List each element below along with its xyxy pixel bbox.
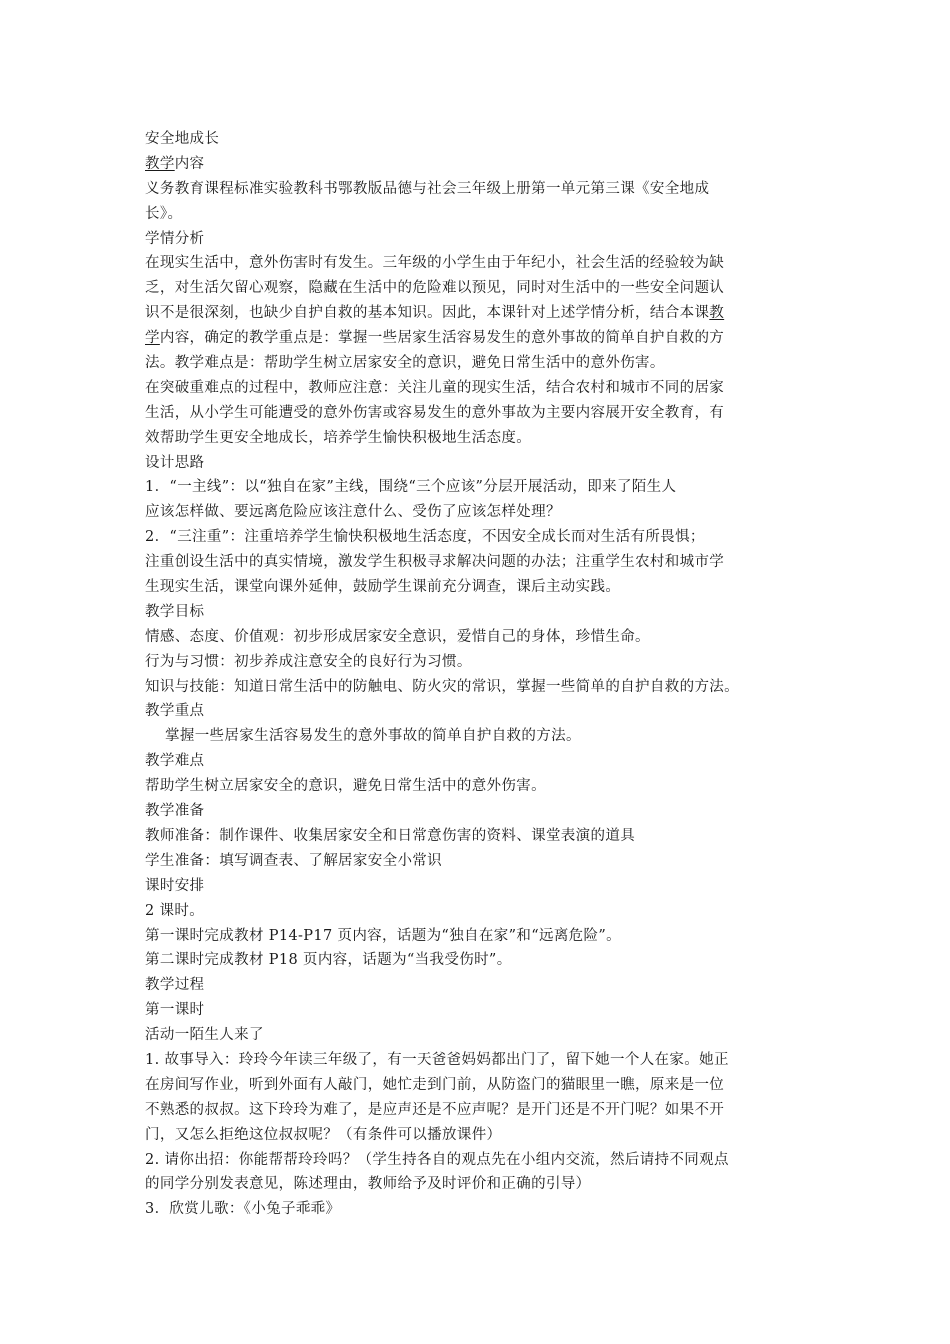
paragraph-line: 3．欣赏儿歌：《小兔子乖乖》 — [145, 1201, 341, 1218]
teaching-link[interactable]: 学 — [145, 330, 160, 347]
paragraph-line: 在突破重难点的过程中，教师应注意：关注儿童的现实生活，结合农村和城市不同的居家 — [145, 379, 725, 396]
teaching-link[interactable]: 教学 — [145, 155, 175, 172]
section-heading: 学情分析 — [145, 230, 205, 247]
paragraph-line: 乏，对生活欠留心观察，隐藏在生活中的危险难以预见，同时对生活中的一些安全问题认 — [145, 280, 725, 297]
paragraph-line: 长》。 — [145, 205, 183, 222]
paragraph-line: 1．“一主线”：以“独自在家”主线，围绕“三个应该”分层开展活动，即来了陌生人 — [145, 479, 677, 496]
section-heading: 教学过程 — [145, 977, 205, 994]
section-heading: 设计思路 — [145, 454, 205, 471]
paragraph-line: 第二课时完成教材 P18 页内容，话题为“当我受伤时”。 — [145, 952, 512, 969]
section-heading: 第一课时 — [145, 1002, 205, 1019]
heading-teaching-content — [145, 152, 815, 177]
paragraph-line: 法。教学难点是：帮助学生树立居家安全的意识，避免日常生活中的意外伤害。 — [145, 355, 665, 372]
section-heading: 教学准备 — [145, 803, 205, 820]
paragraph-line: 效帮助学生更安全地成长，培养学生愉快积极地生活态度。 — [145, 429, 532, 446]
paragraph-line: 注重创设生活中的真实情境，激发学生积极寻求解决问题的办法；注重学生农村和城市学 — [145, 554, 725, 571]
paragraph-line: 帮助学生树立居家安全的意识，避免日常生活中的意外伤害。 — [145, 778, 546, 795]
paragraph-line: 行为与习惯：初步养成注意安全的良好行为习惯。 — [145, 653, 472, 670]
text-span: 内容 — [174, 155, 205, 172]
paragraph-line: 生现实生活，课堂向课外延伸，鼓励学生课前充分调查，课后主动实践。 — [145, 579, 621, 596]
document-title: 安全地成长 — [145, 131, 220, 147]
paragraph-line — [145, 301, 815, 326]
paragraph-line: 知识与技能：知道日常生活中的防触电、防火灾的常识，掌握一些简单的自护自救的方法。 — [145, 678, 739, 695]
section-heading: 教学目标 — [145, 603, 205, 620]
paragraph-line: 的同学分别发表意见，陈述理由，教师给予及时评价和正确的引导） — [145, 1176, 591, 1193]
paragraph-line: 第一课时完成教材 P14-P17 页内容，话题为“独自在家”和“远离危险”。 — [145, 927, 621, 944]
text-span: 识不是很深刻，也缺少自护自救的基本知识。因此，本课针对上述学情分析，结合本课 — [145, 305, 710, 322]
paragraph-line: 1. 故事导入：玲玲今年读三年级了，有一天爸爸妈妈都出门了，留下她一个人在家。她正 — [145, 1051, 729, 1068]
paragraph-line: 生活，从小学生可能遭受的意外伤害或容易发生的意外事故为主要内容展开安全教育，有 — [145, 404, 725, 421]
paragraph-line: 2 课时。 — [145, 902, 205, 919]
paragraph-line: 掌握一些居家生活容易发生的意外事故的简单自护自救的方法。 — [165, 728, 581, 745]
paragraph-line: 2．“三注重”：注重培养学生愉快积极地生活态度，不因安全成长而对生活有所畏惧； — [145, 529, 705, 546]
paragraph-line: 教师准备：制作课件、收集居家安全和日常意伤害的资料、课堂表演的道具 — [145, 827, 636, 844]
paragraph-line: 学生准备：填写调查表、了解居家安全小常识 — [145, 852, 442, 869]
section-heading: 活动一陌生人来了 — [145, 1027, 264, 1044]
document-page — [145, 127, 815, 1222]
paragraph-line: 情感、态度、价值观：初步形成居家安全意识，爱惜自己的身体，珍惜生命。 — [145, 628, 650, 645]
paragraph-line: 门，又怎么拒绝这位叔叔呢？（有条件可以播放课件） — [145, 1126, 502, 1143]
paragraph-line — [145, 326, 815, 351]
teaching-link[interactable]: 教 — [709, 305, 725, 322]
paragraph-line: 不熟悉的叔叔。这下玲玲为难了，是应声还是不应声呢？是开门还是不开门呢？如果不开 — [145, 1101, 725, 1118]
text-span: 内容，确定的教学重点是：掌握一些居家生活容易发生的意外事故的简单自护自救的方 — [159, 330, 725, 347]
paragraph-line: 应该怎样做、要远离危险应该注意什么、受伤了应该怎样处理？ — [145, 504, 561, 521]
paragraph-line: 在现实生活中，意外伤害时有发生。三年级的小学生由于年纪小，社会生活的经验较为缺 — [145, 255, 725, 272]
section-heading: 教学难点 — [145, 753, 205, 770]
paragraph-line: 在房间写作业，听到外面有人敲门，她忙走到门前，从防盗门的猫眼里一瞧，原来是一位 — [145, 1076, 725, 1093]
paragraph-line: 2. 请你出招：你能帮帮玲玲吗？（学生持各自的观点先在小组内交流，然后请持不同观点 — [145, 1151, 729, 1168]
section-heading: 教学重点 — [145, 703, 205, 720]
section-heading: 课时安排 — [145, 877, 205, 894]
paragraph-line: 义务教育课程标准实验教科书鄂教版品德与社会三年级上册第一单元第三课《安全地成 — [145, 180, 710, 197]
